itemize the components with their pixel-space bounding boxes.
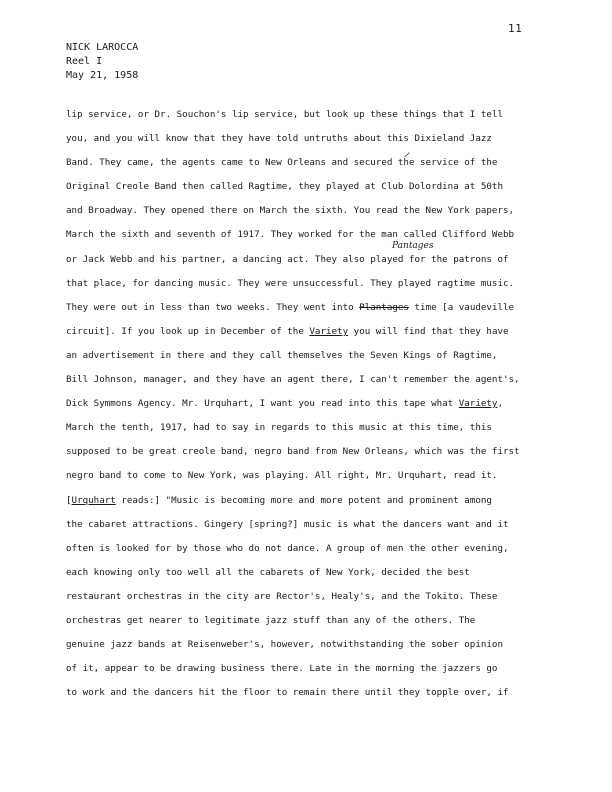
transcript-line: [66, 132, 556, 156]
line-text: each knowing only too well all the cabarets of New York, decided the best: [66, 566, 470, 578]
line-text: time [a vaudeville: [408, 301, 515, 313]
document-header: [66, 41, 138, 83]
transcript-line: [66, 349, 556, 373]
line-text: Original Creole Band then called Ragtime, they played at Club Dolordina at 50th: [66, 181, 503, 193]
line-text: reads:] "Music is becoming more and more potent and prominent among: [115, 494, 492, 506]
line-text: Band. They came, the agents came to New Orleans and secured the service of the: [66, 157, 498, 169]
transcript-line: [66, 469, 556, 493]
line-text: the cabaret attractions. Gingery [spring?] music is what the dancers want and it: [66, 518, 509, 530]
line-text: March the sixth and seventh of 1917. They worked for the man called Clifford Webb: [66, 229, 515, 241]
line-text: lip service, or Dr. Souchon's lip service, but look up these things that I tell: [66, 109, 503, 120]
transcript-line: [66, 325, 556, 349]
transcript-line: [66, 180, 556, 204]
line-text: of it, appear to be drawing business there. Late in the morning the jazzers go: [66, 663, 498, 675]
line-text: genuine jazz bands at Reisenweber's, however, notwithstanding the sober opinion: [66, 639, 503, 651]
line-text: Bill Johnson, manager, and they have an agent there, I can't remember the agent's,: [66, 374, 520, 386]
line-text: Dick Symmons Agency. Mr. Urquhart, I want you read into this tape what: [66, 398, 459, 410]
transcript-line: [66, 204, 556, 228]
line-text: ,: [497, 398, 504, 410]
transcript-body: [66, 108, 556, 710]
transcript-line: [66, 397, 556, 421]
interview-date: May 21, 1958: [66, 70, 139, 81]
transcript-line: [66, 301, 556, 325]
line-text: orchestras get nearer to legitimate jazz stuff than any of the others. The: [66, 614, 476, 626]
line-text: restaurant orchestras in the city are Rector's, Healy's, and the Tokito. These: [66, 590, 498, 602]
transcript-line: [66, 638, 556, 662]
line-text: They were out in less than two weeks. They went into: [66, 301, 360, 313]
transcript-line: [66, 421, 556, 445]
underlined-title: Variety: [309, 325, 349, 337]
transcript-line: [66, 228, 556, 252]
line-text: often is looked for by those who do not dance. A group of men the other evening,: [66, 542, 509, 554]
transcript-line: [66, 566, 556, 590]
interviewee-name: NICK LAROCCA: [66, 42, 139, 53]
transcript-line: [66, 277, 556, 301]
underlined-title: Urquhart: [71, 494, 116, 506]
line-text: [: [66, 494, 72, 506]
struck-word: Plantages: [359, 301, 409, 313]
line-text: to work and the dancers hit the floor to remain there until they topple over, if: [66, 687, 509, 699]
transcript-line: [66, 662, 556, 686]
page-number: 11: [508, 22, 523, 35]
line-text: March the tenth, 1917, had to say in regards to this music at this time, this: [66, 422, 492, 434]
transcript-line: [66, 542, 556, 566]
transcript-line: [66, 590, 556, 614]
reel-label: Reel I: [66, 56, 103, 67]
transcript-line: [66, 686, 556, 710]
line-text: supposed to be great creole band, negro band from New Orleans, which was the first: [66, 446, 520, 458]
line-text: negro band to come to New York, was playing. All right, Mr. Urquhart, read it.: [66, 470, 498, 482]
underlined-title: Variety: [458, 398, 498, 410]
line-text: you will find that they have: [348, 325, 509, 337]
transcript-line: [66, 373, 556, 397]
transcript-line: [66, 494, 556, 518]
handwritten-correction: Pantages: [392, 241, 434, 251]
line-text: you, and you will know that they have told untruths about this Dixieland Jazz: [66, 133, 492, 145]
line-text: or Jack Webb and his partner, a dancing act. They also played for the patrons of: [66, 253, 509, 265]
line-text: an advertisement in there and they call themselves the Seven Kings of Ragtime,: [66, 349, 498, 361]
transcript-line: [66, 445, 556, 469]
transcript-line: [66, 614, 556, 638]
line-text: and Broadway. They opened there on March the sixth. You read the New York papers,: [66, 205, 515, 217]
line-text: circuit]. If you look up in December of the: [66, 325, 310, 337]
transcript-line: [66, 108, 556, 132]
transcript-line: [66, 253, 556, 277]
transcript-line: [66, 518, 556, 542]
transcript-line: [66, 156, 556, 180]
line-text: that place, for dancing music. They were unsuccessful. They played ragtime music.: [66, 277, 515, 289]
